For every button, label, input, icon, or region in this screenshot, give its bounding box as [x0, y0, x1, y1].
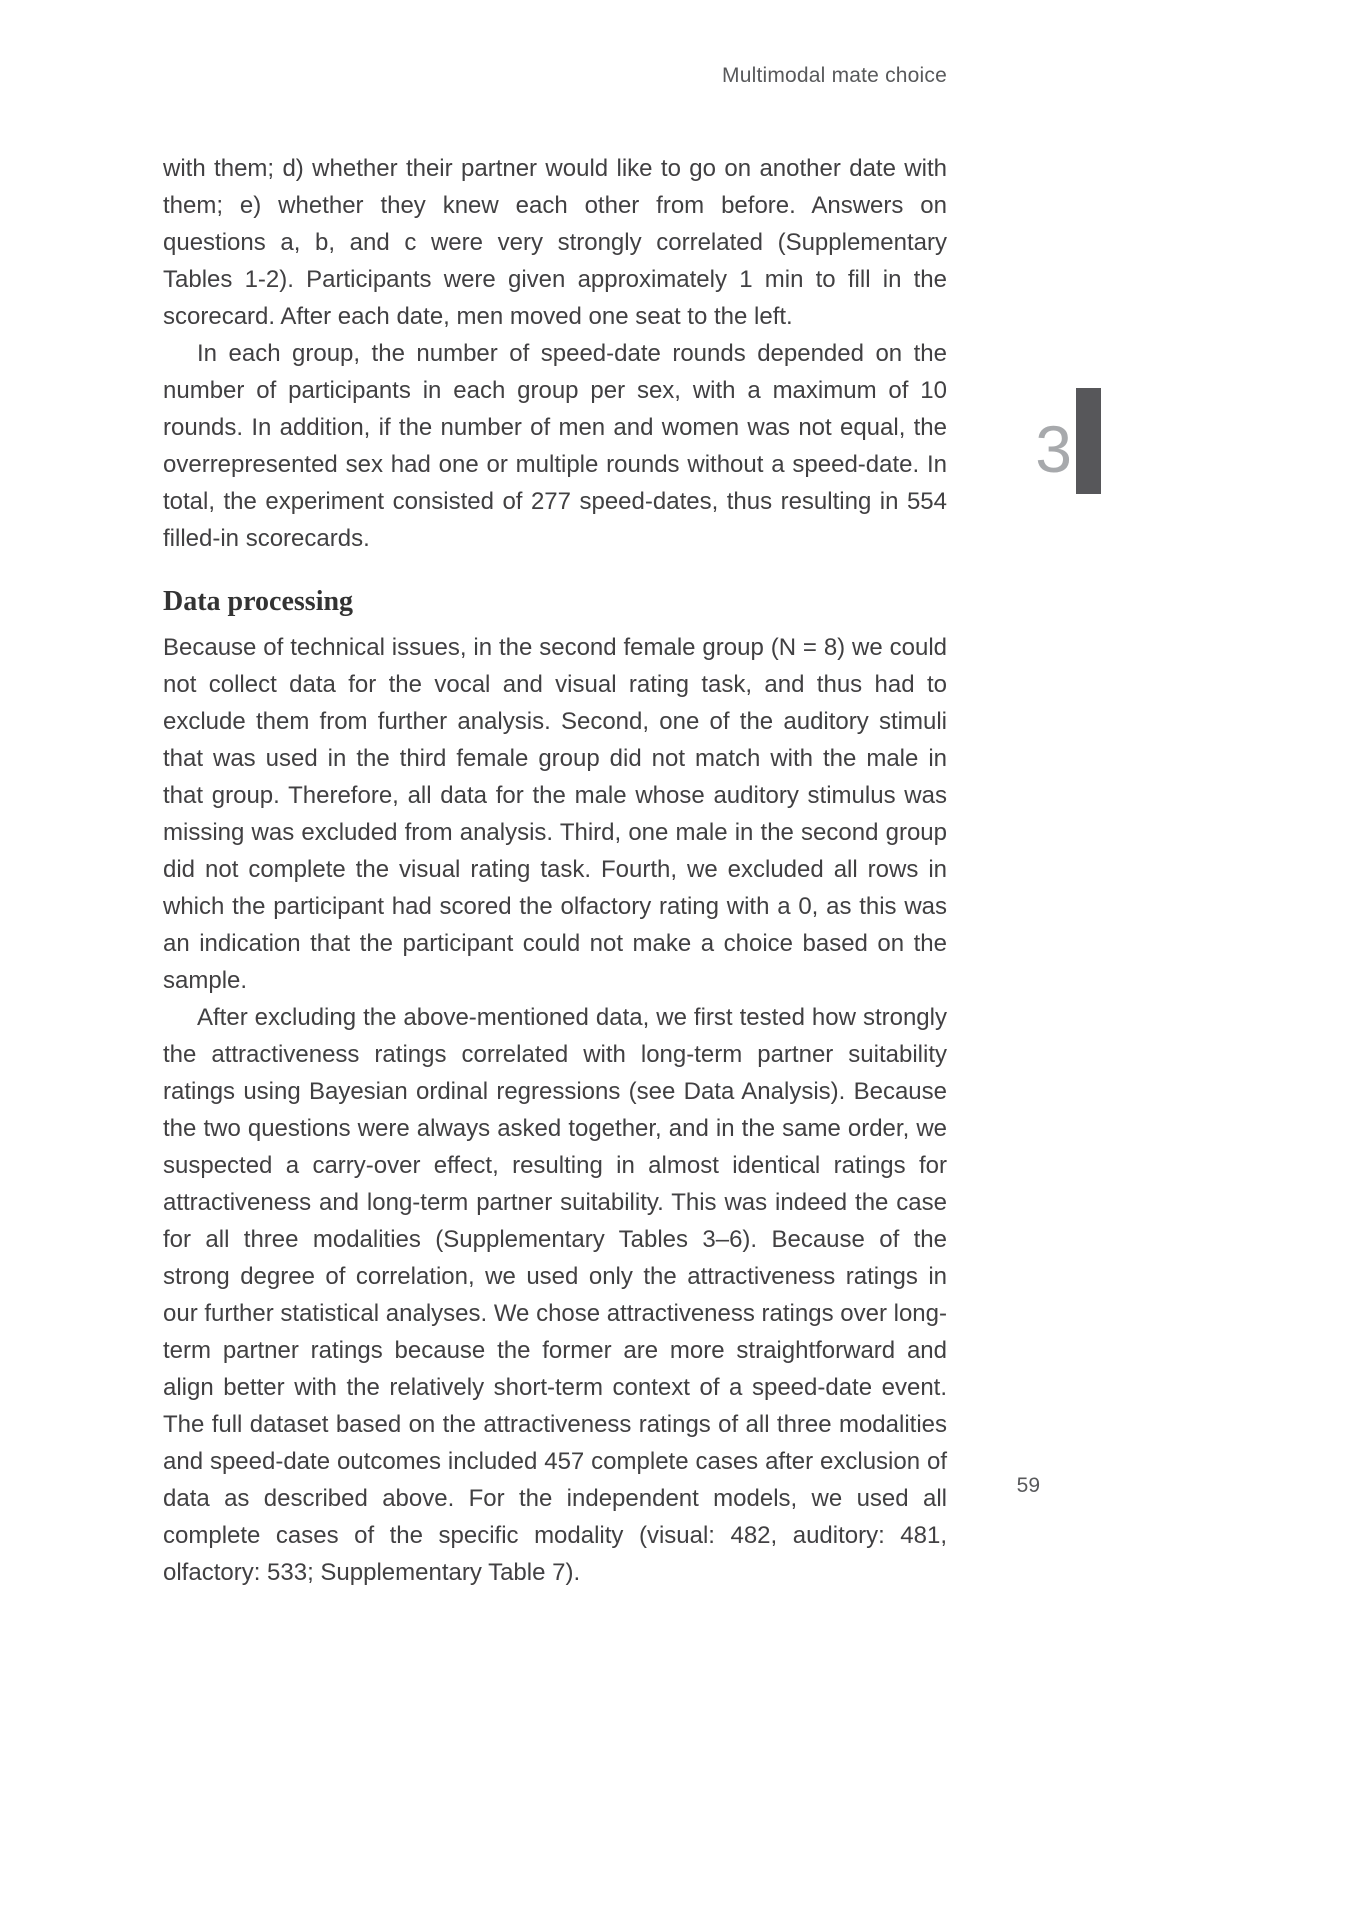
- paragraph: Because of technical issues, in the second female group (N = 8) we could not collect data for the vocal and visual rating task, and thus had to exclude them from further analysis. Second, one of the auditory stimuli that was used in the third female group did not match with the male in that group. Therefore, all data for the male whose auditory stimulus was missing was excluded from analysis. Third, one male in the second group did not complete the visual rating task. Fourth, we excluded all rows in which the participant had scored the olfactory rating with a 0, as this was an indication that the participant could not make a choice based on the sample.: [163, 634, 947, 994]
- section-heading: Data processing: [163, 586, 354, 617]
- text-block: [163, 150, 947, 1591]
- chapter-tab-bar: [1076, 388, 1101, 494]
- running-head: Multimodal mate choice: [722, 64, 947, 87]
- paragraph: After excluding the above-mentioned data, we first tested how strongly the attractiveness ratings correlated with long-term partner suitability ratings using Bayesian ordinal regressions (see Data Analysis). Because the two questions were always asked together, and in the same order, we suspected a carry-over effect, resulting in almost identical ratings for attractiveness and long-term partner suitability. This was indeed the case for all three modalities (Supplementary Tables 3–6). Because of the strong degree of correlation, we used only the attractiveness ratings in our further statistical analyses. We chose attractiveness ratings over long-term partner ratings because the former are more straightforward and align better with the relatively short-term context of a speed-date event. The full dataset based on the attractiveness ratings of all three modalities and speed-date outcomes included 457 complete cases after exclusion of data as described above. For the independent models, we used all complete cases of the specific modality (visual: 482, auditory: 481, olfactory: 533; Supplementary Table 7).: [163, 1004, 947, 1586]
- chapter-number: 3: [1035, 412, 1072, 486]
- paragraph-continuation: with them; d) whether their partner would like to go on another date with them; e) whether they knew each other from before. Answers on questions a, b, and c were very strongly correlated (Supplementary Tables 1-2). Participants were given approximately 1 min to fill in the scorecard. After each date, men moved one seat to the left.: [163, 155, 947, 330]
- paragraph: In each group, the number of speed-date rounds depended on the number of participants in each group per sex, with a maximum of 10 rounds. In addition, if the number of men and women was not equal, the overrepresented sex had one or multiple rounds without a speed-date. In total, the experiment consisted of 277 speed-dates, thus resulting in 554 filled-in scorecards.: [163, 340, 947, 552]
- page-number: 59: [1016, 1474, 1040, 1497]
